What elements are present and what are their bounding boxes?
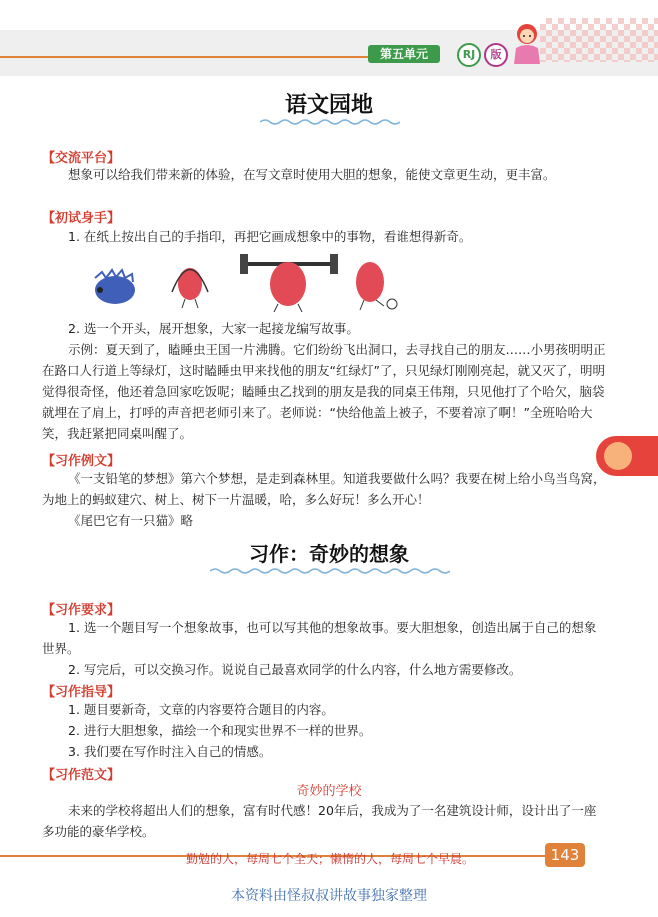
- weightlifter-figure-icon: [240, 254, 338, 312]
- edition-badge-rj: RJ: [457, 43, 481, 67]
- title-wave-decoration-2: [210, 567, 450, 575]
- zhidao-item-2: 2. 进行大胆想象，描绘一个和现实世界不一样的世界。: [68, 723, 372, 738]
- section-label-chushi: 【初试身手】: [42, 211, 121, 226]
- section-label-liwen: 【习作例文】: [42, 454, 121, 469]
- yaoqiu-item-2: 2. 写完后，可以交换习作。说说自己最喜欢同学的什么内容，什么地方需要修改。: [68, 662, 522, 677]
- section-title-xizuo: 习作：奇妙的想象: [249, 542, 409, 566]
- page-title: 语文园地: [284, 93, 373, 118]
- fanwen-title: 奇妙的学校: [296, 784, 362, 799]
- fanwen-text: 未来的学校将超出人们的想象，富有时代感！20年后，我成为了一名建筑设计师，设计出了一座多功能的豪华学校。: [42, 803, 597, 839]
- credit-line: 本资料由怪叔叔讲故事独家整理: [231, 888, 427, 904]
- fingerprint-illustrations: [90, 252, 420, 312]
- edition-badge-ban: 版: [484, 43, 508, 67]
- shili-text: 示例：夏天到了，瞌睡虫王国一片沸腾。它们纷纷飞出洞口，去寻找自己的朋友……小男孩明明正在路口人行道上等绿灯，这时瞌睡虫甲来找他的朋友“红绿灯”了，只见绿灯刚刚亮起，就又灭了，明明觉得很奇怪，他还着急回家吃饭呢；瞌睡虫乙找到的朋友是我的同桌王伟翔，只见他打了个哈欠，脑袋就埋在了肩上，打呼的声音把老师引来了。老师说：“快给他盖上被子，不要着凉了啊！”全班哈哈大笑，我赶紧把同桌叫醒了。: [42, 342, 606, 441]
- mascot-face-icon: [604, 442, 632, 470]
- section-label-fanwen: 【习作范文】: [42, 768, 121, 783]
- soccer-figure-icon: [356, 262, 397, 310]
- chushi-item-1: 1. 在纸上按出自己的手指印，再把它画成想象中的事物，看谁想得新奇。: [68, 229, 472, 244]
- mascot-girl-icon: [506, 20, 548, 66]
- side-tab: [596, 436, 658, 476]
- footer-motto: 勤勉的人，每周七个全天；懒惰的人，每周七个早晨。: [185, 852, 474, 866]
- page-number: 143: [545, 843, 585, 867]
- unit-label: 第五单元: [368, 45, 440, 63]
- jiaoliu-text: 想象可以给我们带来新的体验，在写文章时使用大胆的想象，能使文章更生动，更丰富。: [68, 167, 556, 182]
- liwen-text-1: 《一支铅笔的梦想》第六个梦想，是走到森林里。知道我要做什么吗？我要在树上给小鸟当鸟窝，为地上的蚂蚁建穴、树上、树下一片温暖，哈，多么好玩！多么开心！: [42, 471, 606, 507]
- section-label-yaoqiu: 【习作要求】: [42, 603, 121, 618]
- header-rule: [0, 56, 420, 58]
- liwen-text-2: 《尾巴它有一只猫》略: [68, 513, 194, 528]
- section-label-jiaoliu: 【交流平台】: [42, 151, 121, 166]
- zhidao-item-1: 1. 题目要新奇，文章的内容要符合题目的内容。: [68, 702, 334, 717]
- jump-rope-figure-icon: [172, 268, 208, 308]
- header-pattern: [540, 18, 658, 62]
- hedgehog-icon: [95, 270, 135, 304]
- section-label-zhidao: 【习作指导】: [42, 685, 121, 700]
- yaoqiu-item-1: 1. 选一个题目写一个想象故事，也可以写其他的想象故事。要大胆想象，创造出属于自己的想象世界。: [42, 620, 597, 656]
- title-wave-decoration: [260, 118, 400, 126]
- zhidao-item-3: 3. 我们要在写作时注入自己的情感。: [68, 744, 272, 759]
- chushi-item-2: 2. 选一个开头，展开想象，大家一起接龙编写故事。: [68, 321, 359, 336]
